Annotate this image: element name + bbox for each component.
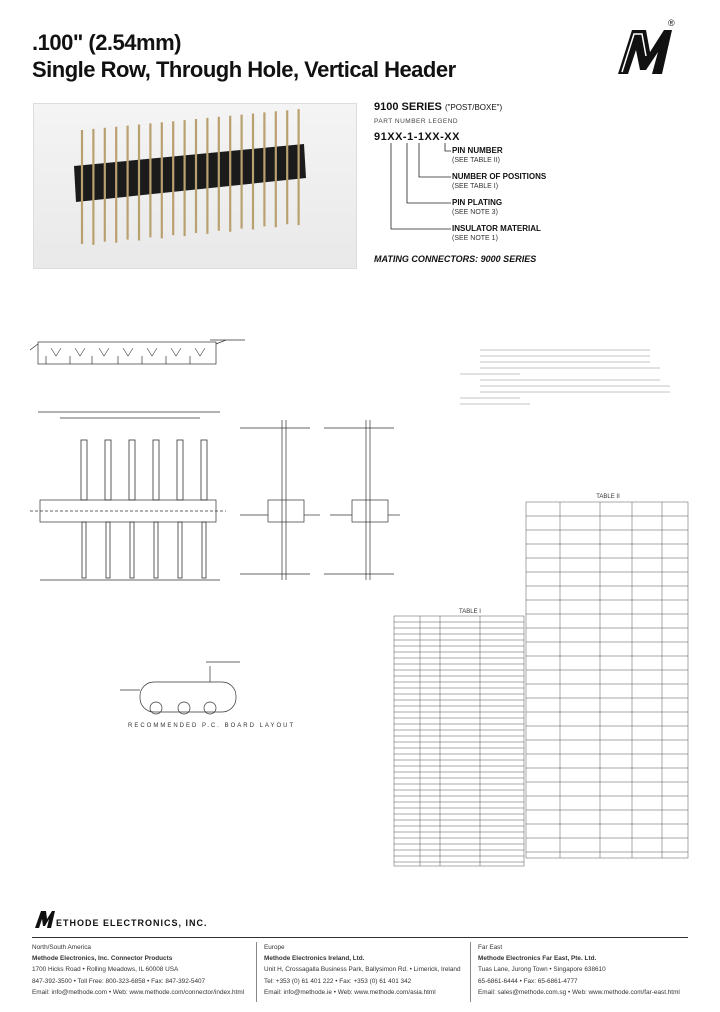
table-2-frame [526,502,688,858]
technical-drawing [0,320,720,880]
pin-lower [178,522,182,578]
mating-connectors: MATING CONNECTORS: 9000 SERIES [374,254,537,264]
pin-upper [105,440,111,500]
footer-divider [470,942,471,1002]
series-name: 9100 SERIES [374,101,442,113]
pin-upper [201,440,207,500]
company-name: ETHODE ELECTRONICS, INC. [56,918,208,928]
top-view-mark [195,348,205,356]
top-view-mark [75,348,85,356]
legend-item-pin-plating: PIN PLATING (SEE NOTE 3) [452,198,503,216]
footer-divider [256,942,257,1002]
legend-label: PART NUMBER LEGEND [374,118,459,125]
footer-link-far-east[interactable]: Email: sales@methode.com.sg • Web: www.methode.com/far-east.html [478,988,680,996]
pin-upper [81,440,87,500]
table-2 [526,494,688,858]
top-view-mark [147,348,157,356]
legend-leader-lines [385,143,455,243]
pin-lower [202,522,206,578]
table-1 [394,609,524,866]
product-photo [33,103,357,269]
series-subtitle: ("POST/BOXE") [444,103,503,112]
top-view-mark [171,348,181,356]
front-view [30,412,226,580]
footer-link-europe[interactable]: Email: info@methode.ie • Web: www.methode.com/asia.html [264,988,436,996]
legend-item-pin-number: PIN NUMBER (SEE TABLE II) [452,146,503,164]
top-view [30,340,245,364]
table-1-frame [394,616,524,866]
footer-link-americas[interactable]: Email: info@methode.com • Web: www.methode.com/connector/index.html [32,988,245,996]
table-1-title: TABLE I [459,609,481,615]
top-view-mark [51,348,61,356]
pcb-layout [120,662,240,714]
methode-logo [34,908,56,935]
brand-logo [612,18,678,78]
side-view-a [240,420,320,580]
header-body [74,144,306,202]
pcb-layout-caption: RECOMMENDED P.C. BOARD LAYOUT [128,723,296,729]
pin-upper [153,440,159,500]
footer-column-far-east: Far East Methode Electronics Far East, Pte. Ltd. Tuas Lane, Jurong Town • Singapore 638610 65-6861-6444 • Fax: 65-6861-4777 Email: sales@methode.com.sg • Web: www.methode.com/far-east.html [478,942,678,998]
footer-column-americas: North/South America Methode Electronics, Inc. Connector Products 1700 Hicks Road • Rolling Meadows, IL 60008 USA 847-392-3500 • Toll Free: 800-323-6858 • Fax: 847-392-5407 Email: info@methode.com • Web: www.methode.com/connector/index.html [32,942,232,998]
table-2-title: TABLE II [596,494,620,500]
header-photo-illustration [34,104,356,268]
pin-lower [130,522,134,578]
pin-upper [177,440,183,500]
title-line-2: Single Row, Through Hole, Vertical Header [32,57,456,82]
legend-item-positions: NUMBER OF POSITIONS (SEE TABLE I) [452,172,547,190]
pin-upper [129,440,135,500]
pin-lower [82,522,86,578]
top-view-mark [99,348,109,356]
side-view-b [324,420,400,580]
part-number: 91XX-1-1XX-XX [374,131,460,143]
title-line-1: .100" (2.54mm) [32,30,181,55]
registered-mark: ® [668,18,675,28]
footer-rule [32,937,688,938]
pin-lower [154,522,158,578]
pin-lower [106,522,110,578]
legend-item-insulator: INSULATOR MATERIAL (SEE NOTE 1) [452,224,541,242]
series-title [374,101,502,113]
top-view-mark [123,348,133,356]
footer-column-europe: Europe Methode Electronics Ireland, Ltd. Unit H, Crossagalla Business Park, Ballysimon Rd. • Limerick, Ireland Tel: +353 (0) 61 401 222 • Fax: +353 (0) 61 401 342 Email: info@methode.ie • Web: www.methode.com/asia.html [264,942,464,998]
